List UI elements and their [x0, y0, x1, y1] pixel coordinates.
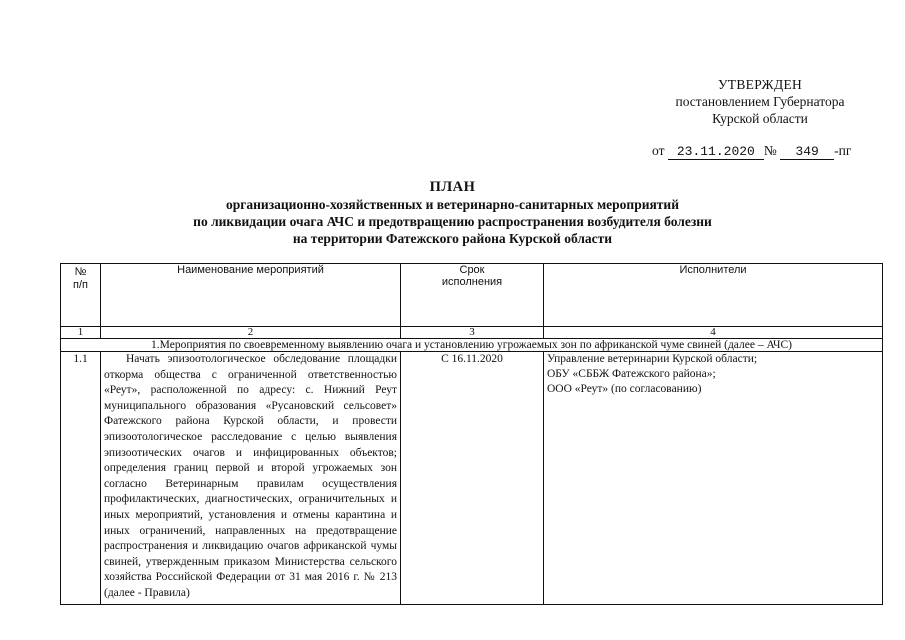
- header-name: Наименование мероприятий: [101, 264, 401, 327]
- row-description: [101, 352, 401, 605]
- approval-line-2: Курской области: [712, 111, 808, 126]
- header-num-line2: п/п: [73, 279, 88, 291]
- plan-subtitle-3: на территории Фатежского района Курской области: [292, 231, 613, 246]
- plan-title-block: [150, 179, 755, 247]
- row-executors: [544, 352, 883, 605]
- plan-title: ПЛАН: [429, 179, 476, 195]
- header-term-line1: Срок: [459, 264, 485, 276]
- header-num: [61, 264, 101, 327]
- column-number: 1: [61, 327, 101, 339]
- approval-title: УТВЕРЖДЕН: [717, 77, 803, 92]
- table-header-row: [61, 264, 883, 327]
- section-title: 1.Мероприятия по своевременному выявлению очага и установлению угрожаемых зон по африканской чуме свиней (далее – АЧС): [61, 339, 883, 352]
- column-number: 3: [401, 327, 544, 339]
- row-term: С 16.11.2020: [401, 352, 544, 605]
- table-row: [61, 352, 883, 605]
- header-term-line2: исполнения: [441, 276, 503, 288]
- executor-item: ООО «Реут» (по согласованию): [547, 383, 702, 395]
- column-number: 4: [544, 327, 883, 339]
- decree-number-sign: №: [763, 143, 777, 158]
- plan-subtitle-2: по ликвидации очага АЧС и предотвращению распространения возбудителя болезни: [193, 214, 712, 229]
- header-num-line1: №: [74, 266, 87, 278]
- decree-date: 23.11.2020: [668, 145, 764, 160]
- plan-subtitle-1: организационно-хозяйственных и ветеринарно-санитарных мероприятий: [226, 197, 679, 212]
- section-row: [61, 339, 883, 352]
- decree-line: [652, 142, 882, 160]
- row-description-text: Начать эпизоотологическое обследование площадки откорма общества с ограниченной ответственностью «Реут», расположенной по адресу: с. Нижний Реут муниципального образования «Русановский сельсовет» Фатежского района Курской области, и провести эпизоотологическое расследование с целью выявления эпизоотических очагов и инфицированных объектов; определения границ первой и второй угрожаемых зон согласно Ветеринарным правилам осуществления профилактических, диагностических, ограничительных и иных мероприятий, установления и отмены карантина и иных ограничений, направленных на предотвращение распространения и ликвидацию очагов африканской чумы свиней, утвержденным приказом Министерства сельского хозяйства Российской Федерации от 31 мая 2016 г. № 213 (далее - Правила): [104, 353, 397, 599]
- executor-item: ОБУ «СББЖ Фатежского района»;: [547, 368, 716, 380]
- decree-number: 349: [780, 145, 834, 160]
- approval-line-1: постановлением Губернатора: [675, 94, 845, 109]
- header-term: [401, 264, 544, 327]
- row-number: 1.1: [61, 352, 101, 605]
- decree-from: от: [652, 143, 665, 158]
- plan-table: [60, 263, 883, 605]
- header-executors: Исполнители: [544, 264, 883, 327]
- approval-block: [640, 76, 880, 159]
- decree-suffix: -пг: [834, 143, 852, 158]
- column-number: 2: [101, 327, 401, 339]
- column-numbers-row: [61, 327, 883, 339]
- executor-item: Управление ветеринарии Курской области;: [547, 353, 758, 365]
